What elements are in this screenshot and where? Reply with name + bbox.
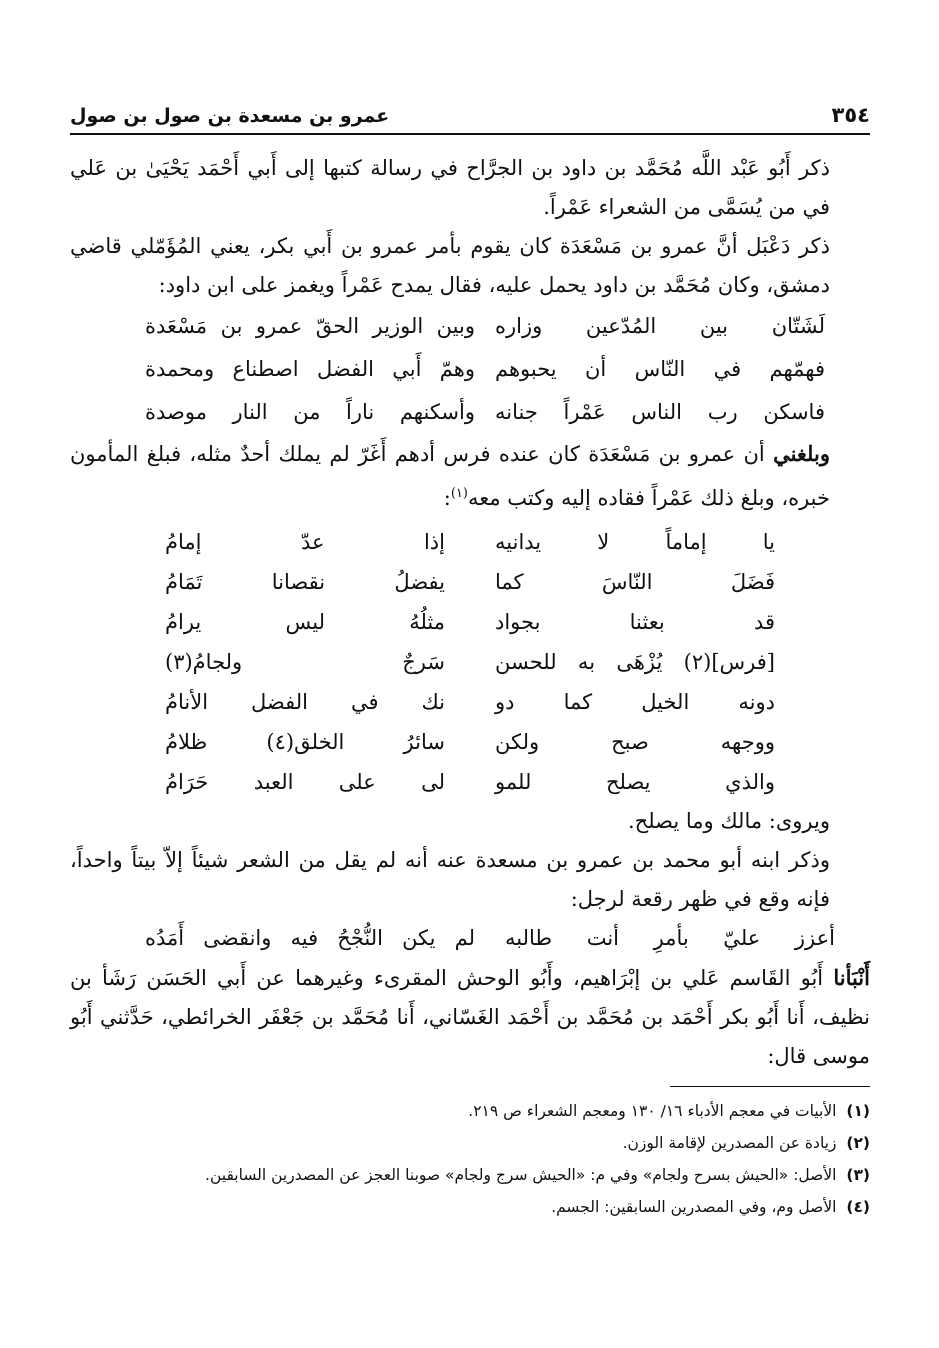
- book-page: [70, 95, 870, 1223]
- footnote-number: (٢): [846, 1134, 870, 1152]
- paragraph-4: وذكر ابنه أبو محمد بن عمرو بن مسعدة عنه أنه لم يقل من الشعر شيئاً إلاّ بيتاً واحداً، فإنه وقع في ظهر رقعة لرجل:: [70, 848, 830, 911]
- verse-line: [165, 762, 775, 802]
- poem-3: [70, 919, 870, 958]
- verse-second-hemistich: مثلُهُ ليس يرامُ: [165, 610, 445, 634]
- footnote: [70, 1095, 870, 1127]
- main-text: [70, 149, 870, 1076]
- footnotes: [70, 1095, 870, 1223]
- verse-second-hemistich: نك في الفضل الأنامُ: [165, 690, 445, 714]
- verse-second-hemistich: وبين الوزير الحقّ عمرو بن مَسْعَدة: [145, 314, 475, 338]
- paragraph-lead-word: وبلغني: [773, 441, 830, 466]
- verse-second-hemistich: سائرُ الخلق(٤) ظلامُ: [165, 730, 445, 754]
- footnote: [70, 1191, 870, 1223]
- verse-first-hemistich: ووجهه صبح ولكن: [495, 730, 775, 754]
- poem-1: [70, 305, 870, 434]
- paragraph-text: أَبُو القَاسم عَلي بن إبْرَاهيم، وأَبُو الوحش المقرىء وغيرهما عن أَبي الحَسَن رَشَأ بن نظيف، أَنا أَبُو بكر أَحْمَد بن مُحَمَّد بن أَحْمَد الغَسّاني، أَنا مُحَمَّد بن جَعْفَر الخرائطي، حَدَّثني أَبُو موسى قال:: [70, 966, 870, 1068]
- verse-first-hemistich: فَضَلَ النّاسَ كما: [495, 570, 775, 594]
- verse-first-hemistich: والذي يصلح للمو: [495, 770, 775, 794]
- verse-first-hemistich: لَشَتّان بين المُدّعين وزاره: [495, 314, 825, 338]
- verse-first-hemistich: يا إماماً لا يدانيه: [495, 530, 775, 554]
- footnote-rule: [670, 1086, 870, 1087]
- footnote-number: (٣): [846, 1166, 870, 1184]
- verse-first-hemistich: دونه الخيل كما دو: [495, 690, 775, 714]
- verse-line: [165, 682, 775, 722]
- paragraph-2: ذكر دَعْبَل أنَّ عمرو بن مَسْعَدَة كان يقوم بأمر عمرو بن أَبي بكر، يعني المُؤَمّلي قاضي دمشق، وكان مُحَمَّد بن داود يحمل عليه، فقال يمدح عَمْراً ويغمز على ابن داود:: [70, 234, 830, 297]
- verse-second-hemistich: إذا عدّ إمامُ: [165, 530, 445, 554]
- footnote-number: (٤): [846, 1198, 870, 1216]
- footnote: [70, 1159, 870, 1191]
- verse-first-hemistich: [فرس](٢) يُزْهَى به للحسن: [495, 650, 775, 674]
- footnote: [70, 1127, 870, 1159]
- verse-line: [145, 348, 825, 391]
- paragraph-5: [70, 958, 870, 1076]
- footnote-ref[interactable]: (١): [450, 486, 468, 501]
- variant-reading: ويروى: مالك وما يصلح.: [627, 809, 830, 833]
- paragraph-colon: :: [443, 486, 451, 510]
- footnote-text: الأصل: «الحيش بسرح ولجام» وفي م: «الحيش سرج ولجام» صوبنا العجز عن المصدرين السابقين.: [205, 1166, 837, 1184]
- verse-first-hemistich: أعزز عليّ بأمرِ أنت طالبه: [505, 926, 835, 950]
- verse-second-hemistich: وهمّ أَبي الفضل اصطناع ومحمدة: [145, 357, 475, 381]
- footnote-text: زيادة عن المصدرين لإقامة الوزن.: [622, 1134, 837, 1152]
- running-title: عمرو بن مسعدة بن صول بن صول: [70, 105, 390, 127]
- verse-second-hemistich: يفضلُ نقصانا تَمَامُ: [165, 570, 445, 594]
- footnote-number: (١): [846, 1102, 870, 1120]
- verse-line: [145, 305, 825, 348]
- page-number: ٣٥٤: [831, 103, 870, 127]
- verse-first-hemistich: قد بعثنا بجواد: [495, 610, 775, 634]
- paragraph-3: [70, 434, 870, 518]
- verse-second-hemistich: لى على العبد حَرَامُ: [165, 770, 445, 794]
- verse-line: [145, 391, 825, 434]
- verse-first-hemistich: فاسكن رب الناس عَمْراً جنانه: [495, 400, 825, 424]
- footnote-text: الأبيات في معجم الأدباء ١٦/ ١٣٠ ومعجم الشعراء ص ٢١٩.: [468, 1102, 837, 1120]
- verse-second-hemistich: وأسكنهم ناراً من النار موصدة: [145, 400, 475, 424]
- paragraph-lead-word: أَنْبَأنا: [833, 965, 870, 990]
- poem-2: [70, 522, 870, 802]
- paragraph-1: ذكر أَبُو عَبْد اللَّه مُحَمَّد بن داود بن الجرَّاح في رسالة كتبها إلى أَبي أَحْمَد يَحْيَىٰ بن عَلي في من يُسَمَّى من الشعراء عَمْراً.: [70, 156, 830, 219]
- verse-line: [145, 919, 835, 958]
- verse-line: [165, 522, 775, 562]
- verse-second-hemistich: لم يكن النُّجْحُ فيه وانقضى أَمَدُه: [145, 926, 475, 950]
- paragraph-text: أن عمرو بن مَسْعَدَة كان عنده فرس أدهم أَغَرّ لم يملك أحدٌ مثله، فبلغ المأمون خبره، وبلغ ذلك عَمْراً فقاده إليه وكتب معه: [70, 442, 830, 510]
- verse-line: [165, 722, 775, 762]
- footnote-text: الأصل وم، وفي المصدرين السابقين: الجسم.: [551, 1198, 837, 1216]
- page-header: [70, 95, 870, 127]
- verse-line: [165, 602, 775, 642]
- verse-first-hemistich: فهمّهم في النّاس أن يحبوهم: [495, 357, 825, 381]
- verse-line: [165, 562, 775, 602]
- verse-second-hemistich: سَرجٌ ولجامُ(٣): [165, 650, 445, 674]
- verse-line: [165, 642, 775, 682]
- header-rule: [70, 133, 870, 135]
